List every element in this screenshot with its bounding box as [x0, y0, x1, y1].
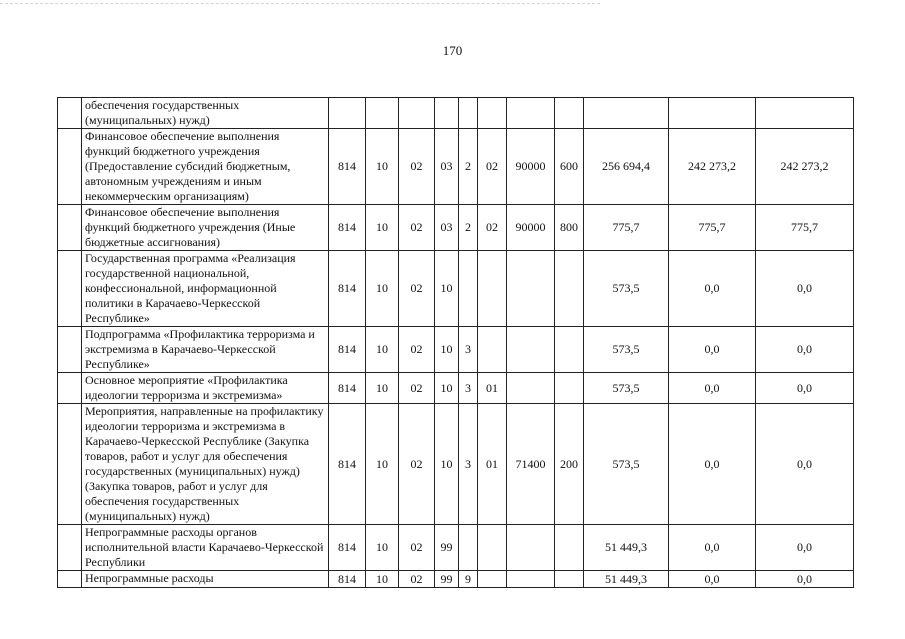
- amount-2-cell: 0,0: [669, 251, 756, 327]
- amount-2-cell: 0,0: [669, 404, 756, 525]
- amount-1-cell: 573,5: [584, 404, 669, 525]
- subprogram-cell: [459, 251, 478, 327]
- amount-1-cell: 256 694,4: [584, 129, 669, 205]
- main-event-cell: [478, 251, 507, 327]
- row-description: Подпрограмма «Профилактика терроризма и экстремизма в Карачаево-Черкесской Республике»: [82, 327, 329, 373]
- amount-2-cell: 775,7: [669, 205, 756, 251]
- subprogram-cell: 2: [459, 205, 478, 251]
- amount-3-cell: 0,0: [756, 404, 854, 525]
- row-blank-cell: [58, 251, 82, 327]
- amount-2-cell: 0,0: [669, 571, 756, 588]
- direction-cell: 71400: [507, 404, 555, 525]
- ministry-code-cell: 814: [329, 129, 366, 205]
- amount-3-cell: [756, 98, 854, 129]
- subsection-cell: 02: [399, 205, 435, 251]
- direction-cell: [507, 571, 555, 588]
- subsection-cell: 02: [399, 327, 435, 373]
- table-row: [58, 251, 854, 327]
- program-cell: 03: [435, 129, 459, 205]
- subprogram-cell: 3: [459, 327, 478, 373]
- amount-2-cell: 0,0: [669, 373, 756, 404]
- row-description: обеспечения государственных (муниципальных) нужд): [82, 98, 329, 129]
- expense-type-cell: [555, 571, 584, 588]
- main-event-cell: [478, 571, 507, 588]
- scan-top-rule: [0, 3, 600, 4]
- row-blank-cell: [58, 129, 82, 205]
- subsection-cell: 02: [399, 571, 435, 588]
- ministry-code-cell: 814: [329, 571, 366, 588]
- section-cell: 10: [366, 404, 399, 525]
- ministry-code-cell: [329, 98, 366, 129]
- table-row: [58, 205, 854, 251]
- main-event-cell: 01: [478, 404, 507, 525]
- main-event-cell: [478, 525, 507, 571]
- program-cell: 03: [435, 205, 459, 251]
- table-row: [58, 373, 854, 404]
- direction-cell: [507, 98, 555, 129]
- amount-1-cell: 775,7: [584, 205, 669, 251]
- direction-cell: 90000: [507, 129, 555, 205]
- row-blank-cell: [58, 327, 82, 373]
- table-row: [58, 129, 854, 205]
- ministry-code-cell: 814: [329, 404, 366, 525]
- section-cell: 10: [366, 327, 399, 373]
- subsection-cell: 02: [399, 129, 435, 205]
- ministry-code-cell: 814: [329, 525, 366, 571]
- amount-2-cell: 0,0: [669, 525, 756, 571]
- amount-2-cell: 0,0: [669, 327, 756, 373]
- section-cell: 10: [366, 373, 399, 404]
- row-blank-cell: [58, 525, 82, 571]
- program-cell: 99: [435, 571, 459, 588]
- row-blank-cell: [58, 571, 82, 588]
- amount-2-cell: [669, 98, 756, 129]
- row-description: Мероприятия, направленные на профилактику идеологии терроризма и экстремизма в Карачаево-Черкесской Республике (Закупка товаров, работ и услуг для обеспечения государственных (муниципальных) нужд) (Закупка товаров, работ и услуг для обеспечения государственных (муниципальных) нужд): [82, 404, 329, 525]
- section-cell: 10: [366, 205, 399, 251]
- program-cell: 10: [435, 373, 459, 404]
- amount-2-cell: 242 273,2: [669, 129, 756, 205]
- program-cell: 10: [435, 251, 459, 327]
- main-event-cell: 02: [478, 205, 507, 251]
- table-row: [58, 327, 854, 373]
- main-event-cell: [478, 327, 507, 373]
- amount-3-cell: 0,0: [756, 327, 854, 373]
- direction-cell: [507, 525, 555, 571]
- subsection-cell: 02: [399, 251, 435, 327]
- section-cell: 10: [366, 129, 399, 205]
- row-blank-cell: [58, 205, 82, 251]
- row-blank-cell: [58, 404, 82, 525]
- row-description: Непрограммные расходы органов исполнительной власти Карачаево-Черкесской Республики: [82, 525, 329, 571]
- page-number: 170: [442, 43, 463, 58]
- subsection-cell: 02: [399, 525, 435, 571]
- direction-cell: [507, 373, 555, 404]
- section-cell: 10: [366, 251, 399, 327]
- section-cell: 10: [366, 525, 399, 571]
- subsection-cell: 02: [399, 373, 435, 404]
- section-cell: 10: [366, 571, 399, 588]
- row-description: Непрограммные расходы: [82, 571, 329, 588]
- row-description: Финансовое обеспечение выполнения функций бюджетного учреждения (Иные бюджетные ассигнования): [82, 205, 329, 251]
- amount-3-cell: 0,0: [756, 373, 854, 404]
- ministry-code-cell: 814: [329, 205, 366, 251]
- table-row: [58, 525, 854, 571]
- row-description: Государственная программа «Реализация государственной национальной, конфессиональной, информационной политики в Карачаево-Черкесской Республике»: [82, 251, 329, 327]
- amount-1-cell: 573,5: [584, 373, 669, 404]
- subprogram-cell: 3: [459, 404, 478, 525]
- expense-type-cell: 800: [555, 205, 584, 251]
- amount-1-cell: [584, 98, 669, 129]
- table-row: [58, 571, 854, 588]
- row-description: Финансовое обеспечение выполнения функций бюджетного учреждения (Предоставление субсидий бюджетным, автономным учреждениям и иным некоммерческим организациям): [82, 129, 329, 205]
- amount-1-cell: 51 449,3: [584, 571, 669, 588]
- expense-type-cell: [555, 98, 584, 129]
- subprogram-cell: 2: [459, 129, 478, 205]
- direction-cell: 90000: [507, 205, 555, 251]
- expense-type-cell: [555, 327, 584, 373]
- program-cell: 99: [435, 525, 459, 571]
- ministry-code-cell: 814: [329, 373, 366, 404]
- direction-cell: [507, 251, 555, 327]
- program-cell: [435, 98, 459, 129]
- ministry-code-cell: 814: [329, 327, 366, 373]
- expense-type-cell: 600: [555, 129, 584, 205]
- amount-3-cell: 0,0: [756, 571, 854, 588]
- budget-table: [57, 97, 854, 588]
- expense-type-cell: [555, 373, 584, 404]
- amount-3-cell: 242 273,2: [756, 129, 854, 205]
- amount-1-cell: 51 449,3: [584, 525, 669, 571]
- program-cell: 10: [435, 404, 459, 525]
- amount-3-cell: 0,0: [756, 251, 854, 327]
- row-blank-cell: [58, 373, 82, 404]
- subprogram-cell: 3: [459, 373, 478, 404]
- row-description: Основное мероприятие «Профилактика идеологии терроризма и экстремизма»: [82, 373, 329, 404]
- expense-type-cell: [555, 525, 584, 571]
- table-row: [58, 404, 854, 525]
- expense-type-cell: 200: [555, 404, 584, 525]
- table-row: [58, 98, 854, 129]
- section-cell: [366, 98, 399, 129]
- amount-3-cell: 0,0: [756, 525, 854, 571]
- main-event-cell: 02: [478, 129, 507, 205]
- direction-cell: [507, 327, 555, 373]
- subprogram-cell: [459, 525, 478, 571]
- subprogram-cell: [459, 98, 478, 129]
- row-blank-cell: [58, 98, 82, 129]
- main-event-cell: 01: [478, 373, 507, 404]
- expense-type-cell: [555, 251, 584, 327]
- subprogram-cell: 9: [459, 571, 478, 588]
- amount-1-cell: 573,5: [584, 327, 669, 373]
- ministry-code-cell: 814: [329, 251, 366, 327]
- amount-1-cell: 573,5: [584, 251, 669, 327]
- program-cell: 10: [435, 327, 459, 373]
- main-event-cell: [478, 98, 507, 129]
- subsection-cell: [399, 98, 435, 129]
- amount-3-cell: 775,7: [756, 205, 854, 251]
- subsection-cell: 02: [399, 404, 435, 525]
